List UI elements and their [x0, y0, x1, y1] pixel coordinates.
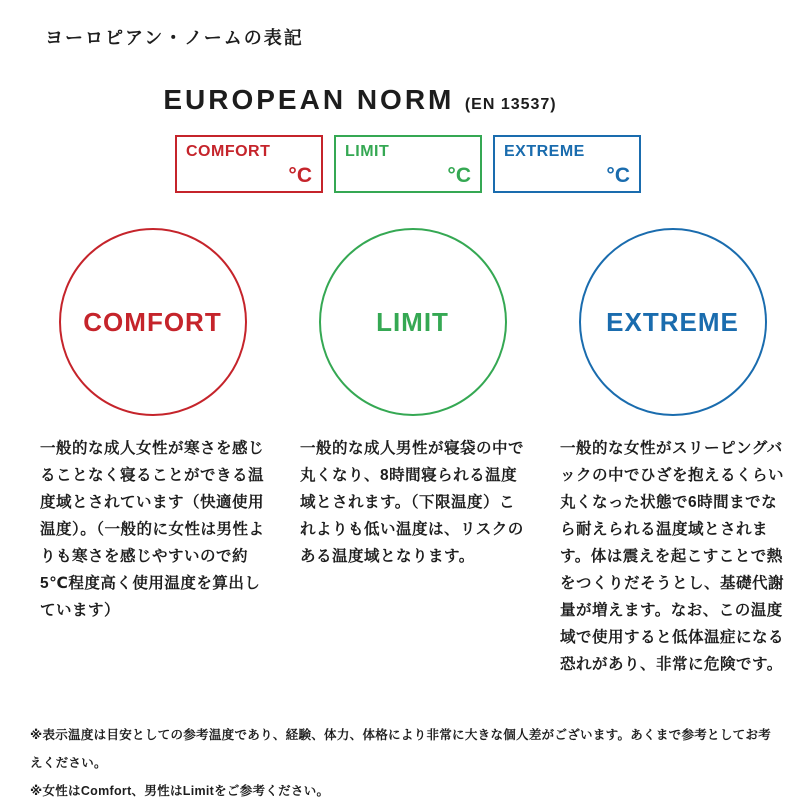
extreme-description: 一般的な女性がスリーピングバックの中でひざを抱えるくらい丸くなった状態で6時間までなら耐えられる温度域とされます。体は震えを起こすことで熱をつくりだそうとし、基礎代謝量が増えます。なお、この温度域で使用すると低体温症になる恐れがあり、非常に危険です。 [560, 440, 785, 673]
comfort-temp-box-label: COMFORT [186, 143, 271, 160]
page-title: ヨーロピアン・ノームの表記 [45, 28, 304, 48]
limit-circle-label: LIMIT [376, 306, 449, 337]
limit-circle [319, 228, 507, 416]
extreme-circle [579, 228, 767, 416]
extreme-column [560, 228, 785, 678]
comfort-temp-box [175, 135, 323, 193]
footnote-disclaimer: ※表示温度は目安としての参考温度であり、経験、体力、体格により非常に大きな個人差がございます。あくまで参考としてお考えください。 [30, 728, 772, 770]
heading-en13537: (EN 13537) [464, 96, 557, 113]
limit-description: 一般的な成人男性が寝袋の中で丸くなり、8時間寝られる温度域とされます。（下限温度）これよりも低い温度は、リスクのある温度域となります。 [300, 440, 525, 565]
extreme-temp-box-label: EXTREME [504, 143, 585, 160]
footnotes [30, 721, 780, 805]
comfort-temp-unit: °C [288, 164, 312, 187]
limit-temp-box-label: LIMIT [345, 143, 390, 160]
comfort-description: 一般的な成人女性が寒さを感じることなく寝ることができる温度域とされています（快適使用温度）。（一般的に女性は男性よりも寒さを感じやすいので約5℃程度高く使用温度を算出しています） [40, 440, 265, 619]
extreme-temp-unit: °C [606, 164, 630, 187]
comfort-column [40, 228, 265, 678]
limit-column [300, 228, 525, 678]
extreme-temp-box [493, 135, 641, 193]
comfort-circle [59, 228, 247, 416]
main-heading [0, 84, 720, 116]
comfort-circle-label: COMFORT [83, 306, 222, 337]
rating-columns [40, 228, 785, 678]
extreme-circle-label: EXTREME [606, 306, 739, 337]
heading-european-norm: EUROPEAN NORM [163, 84, 455, 115]
limit-temp-box [334, 135, 482, 193]
limit-temp-unit: °C [447, 164, 471, 187]
footnote-gender-guide: ※女性はComfort、男性はLimitをご参考ください。 [30, 784, 330, 798]
temperature-legend-row [16, 135, 800, 193]
